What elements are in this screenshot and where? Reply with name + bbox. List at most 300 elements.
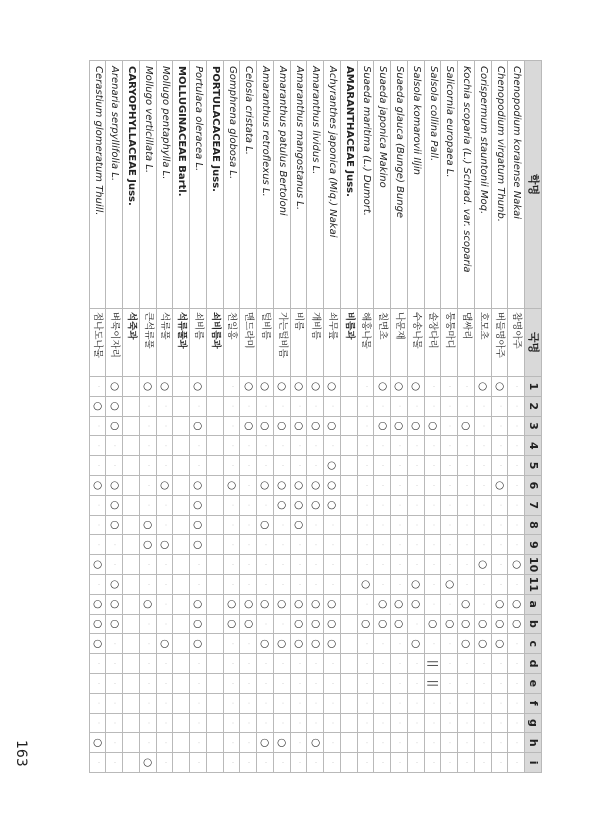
occurrence-cell: · bbox=[106, 733, 123, 753]
occurrence-cell: · bbox=[424, 753, 441, 773]
occurrence-cell: · bbox=[508, 753, 525, 773]
occurrence-mark: ○ bbox=[273, 377, 290, 397]
occurrence-cell: · bbox=[223, 714, 240, 734]
occurrence-cell: · bbox=[457, 377, 474, 397]
scientific-name: Suaeda japonica Makino bbox=[374, 61, 391, 309]
occurrence-cell: · bbox=[240, 733, 257, 753]
occurrence-cell: · bbox=[491, 397, 508, 417]
occurrence-cell: · bbox=[357, 694, 374, 714]
korean-name: 석류풀 bbox=[156, 309, 173, 377]
occurrence-mark: ○ bbox=[256, 516, 273, 536]
scientific-name: Salsola komarovii Iljin bbox=[407, 61, 424, 309]
scientific-name: Gomphrena globosa L. bbox=[223, 61, 240, 309]
occurrence-mark: ○ bbox=[89, 733, 106, 753]
occurrence-cell: · bbox=[106, 634, 123, 654]
occurrence-cell: · bbox=[323, 397, 340, 417]
occurrence-cell: · bbox=[139, 714, 156, 734]
occurrence-cell: · bbox=[424, 397, 441, 417]
occurrence-cell: · bbox=[273, 397, 290, 417]
occurrence-cell: · bbox=[474, 436, 491, 456]
occurrence-cell bbox=[340, 694, 357, 714]
occurrence-cell bbox=[122, 535, 139, 555]
occurrence-cell: · bbox=[508, 733, 525, 753]
occurrence-cell bbox=[340, 496, 357, 516]
korean-name: 천일홍 bbox=[223, 309, 240, 377]
occurrence-cell: · bbox=[189, 436, 206, 456]
occurrence-cell: · bbox=[273, 456, 290, 476]
occurrence-cell: · bbox=[357, 436, 374, 456]
korean-name: 가는털비름 bbox=[273, 309, 290, 377]
occurrence-cell: · bbox=[441, 476, 458, 496]
occurrence-mark: ○ bbox=[189, 377, 206, 397]
occurrence-cell: · bbox=[139, 634, 156, 654]
occurrence-cell: · bbox=[139, 654, 156, 674]
occurrence-mark: ○ bbox=[106, 615, 123, 635]
occurrence-mark-double: || bbox=[424, 674, 441, 694]
occurrence-cell: · bbox=[290, 674, 307, 694]
occurrence-cell bbox=[340, 634, 357, 654]
occurrence-cell: · bbox=[189, 694, 206, 714]
occurrence-mark: ○ bbox=[390, 595, 407, 615]
occurrence-mark: ○ bbox=[189, 417, 206, 437]
occurrence-mark: ○ bbox=[273, 476, 290, 496]
occurrence-cell: · bbox=[457, 694, 474, 714]
occurrence-cell: · bbox=[240, 535, 257, 555]
occurrence-mark: ○ bbox=[407, 417, 424, 437]
occurrence-cell: · bbox=[323, 535, 340, 555]
occurrence-cell: · bbox=[256, 674, 273, 694]
family-name: PORTULACACEAE Juss. bbox=[206, 61, 223, 309]
occurrence-cell: · bbox=[424, 377, 441, 397]
occurrence-cell: · bbox=[240, 753, 257, 773]
occurrence-cell: · bbox=[89, 575, 106, 595]
occurrence-cell: · bbox=[491, 694, 508, 714]
occurrence-cell: · bbox=[390, 654, 407, 674]
occurrence-cell: · bbox=[307, 456, 324, 476]
occurrence-cell bbox=[340, 575, 357, 595]
occurrence-cell: · bbox=[156, 397, 173, 417]
occurrence-cell bbox=[122, 496, 139, 516]
occurrence-cell: · bbox=[374, 674, 391, 694]
occurrence-cell bbox=[173, 753, 190, 773]
occurrence-mark: ○ bbox=[89, 476, 106, 496]
occurrence-cell bbox=[340, 516, 357, 536]
occurrence-cell bbox=[206, 436, 223, 456]
occurrence-cell: · bbox=[474, 753, 491, 773]
occurrence-mark: ○ bbox=[256, 377, 273, 397]
occurrence-cell: · bbox=[407, 694, 424, 714]
occurrence-cell: · bbox=[256, 615, 273, 635]
occurrence-cell: · bbox=[240, 456, 257, 476]
occurrence-cell bbox=[340, 753, 357, 773]
occurrence-cell: · bbox=[156, 456, 173, 476]
occurrence-cell: · bbox=[441, 714, 458, 734]
occurrence-mark: ○ bbox=[407, 595, 424, 615]
occurrence-cell bbox=[340, 654, 357, 674]
occurrence-cell: · bbox=[273, 753, 290, 773]
occurrence-cell: · bbox=[156, 753, 173, 773]
header-col-g: g bbox=[524, 714, 541, 734]
page-number: 163 bbox=[13, 740, 29, 767]
occurrence-mark: ○ bbox=[273, 417, 290, 437]
occurrence-cell: · bbox=[223, 753, 240, 773]
occurrence-cell: · bbox=[89, 377, 106, 397]
occurrence-cell: · bbox=[508, 397, 525, 417]
occurrence-cell: · bbox=[89, 496, 106, 516]
korean-name: 비름 bbox=[290, 309, 307, 377]
occurrence-mark: ○ bbox=[307, 733, 324, 753]
occurrence-cell: · bbox=[156, 733, 173, 753]
occurrence-cell: · bbox=[474, 714, 491, 734]
occurrence-mark: ○ bbox=[323, 615, 340, 635]
korean-name: 맨드라미 bbox=[240, 309, 257, 377]
occurrence-cell: · bbox=[323, 555, 340, 575]
scientific-name: Cerastium glomeratum Thuill. bbox=[89, 61, 106, 309]
occurrence-cell: · bbox=[508, 417, 525, 437]
occurrence-cell: · bbox=[139, 456, 156, 476]
header-col-f: f bbox=[524, 694, 541, 714]
occurrence-mark: ○ bbox=[424, 417, 441, 437]
occurrence-cell: · bbox=[223, 496, 240, 516]
occurrence-cell: · bbox=[457, 733, 474, 753]
occurrence-mark: ○ bbox=[474, 615, 491, 635]
korean-name: 참명아주 bbox=[508, 309, 525, 377]
species-table bbox=[89, 60, 542, 773]
occurrence-cell: · bbox=[273, 615, 290, 635]
occurrence-mark: ○ bbox=[290, 634, 307, 654]
occurrence-cell: · bbox=[240, 436, 257, 456]
occurrence-cell: · bbox=[374, 555, 391, 575]
occurrence-cell: · bbox=[89, 753, 106, 773]
occurrence-mark: ○ bbox=[390, 417, 407, 437]
occurrence-cell: · bbox=[273, 714, 290, 734]
occurrence-cell: · bbox=[508, 377, 525, 397]
occurrence-cell bbox=[173, 516, 190, 536]
occurrence-cell: · bbox=[106, 456, 123, 476]
occurrence-cell: · bbox=[474, 476, 491, 496]
scientific-name: Salsola collina Pall. bbox=[424, 61, 441, 309]
korean-name: 나문재 bbox=[390, 309, 407, 377]
occurrence-cell: · bbox=[323, 436, 340, 456]
occurrence-mark: ○ bbox=[156, 476, 173, 496]
header-col-b: b bbox=[524, 615, 541, 635]
occurrence-mark: ○ bbox=[491, 595, 508, 615]
header-korean-name: 국명 bbox=[524, 309, 541, 377]
header-col-10: 10 bbox=[524, 555, 541, 575]
occurrence-cell: · bbox=[390, 753, 407, 773]
occurrence-cell: · bbox=[256, 753, 273, 773]
occurrence-cell: · bbox=[441, 753, 458, 773]
occurrence-mark: ○ bbox=[407, 634, 424, 654]
occurrence-mark: ○ bbox=[240, 377, 257, 397]
occurrence-cell: · bbox=[424, 496, 441, 516]
occurrence-mark: ○ bbox=[189, 476, 206, 496]
occurrence-mark: ○ bbox=[323, 496, 340, 516]
occurrence-cell: · bbox=[374, 575, 391, 595]
occurrence-cell bbox=[206, 654, 223, 674]
occurrence-cell: · bbox=[474, 595, 491, 615]
occurrence-cell: · bbox=[189, 714, 206, 734]
occurrence-cell: · bbox=[240, 714, 257, 734]
occurrence-mark: ○ bbox=[323, 456, 340, 476]
occurrence-cell: · bbox=[357, 714, 374, 734]
occurrence-cell: · bbox=[106, 555, 123, 575]
scientific-name: Chenopodium virgatum Thunb. bbox=[491, 61, 508, 309]
korean-name: 솔장다리 bbox=[424, 309, 441, 377]
occurrence-cell: · bbox=[223, 436, 240, 456]
korean-name: 칠면초 bbox=[374, 309, 391, 377]
occurrence-mark: ○ bbox=[106, 575, 123, 595]
occurrence-cell: · bbox=[106, 753, 123, 773]
occurrence-mark: ○ bbox=[189, 496, 206, 516]
occurrence-cell: · bbox=[139, 397, 156, 417]
occurrence-cell: · bbox=[357, 753, 374, 773]
occurrence-cell bbox=[122, 674, 139, 694]
occurrence-cell: · bbox=[457, 456, 474, 476]
occurrence-cell bbox=[340, 397, 357, 417]
occurrence-mark: ○ bbox=[491, 377, 508, 397]
occurrence-cell: · bbox=[223, 516, 240, 536]
occurrence-mark: ○ bbox=[390, 615, 407, 635]
occurrence-cell: · bbox=[139, 733, 156, 753]
occurrence-cell: · bbox=[139, 496, 156, 516]
occurrence-mark: ○ bbox=[156, 535, 173, 555]
occurrence-mark: ○ bbox=[290, 595, 307, 615]
occurrence-cell: · bbox=[457, 714, 474, 734]
header-col-8: 8 bbox=[524, 516, 541, 536]
occurrence-cell: · bbox=[441, 555, 458, 575]
occurrence-cell: · bbox=[139, 575, 156, 595]
occurrence-cell: · bbox=[374, 733, 391, 753]
occurrence-mark: ○ bbox=[474, 377, 491, 397]
occurrence-cell: · bbox=[508, 535, 525, 555]
occurrence-cell: · bbox=[491, 753, 508, 773]
occurrence-cell: · bbox=[508, 714, 525, 734]
occurrence-cell: · bbox=[357, 654, 374, 674]
header-col-6: 6 bbox=[524, 476, 541, 496]
occurrence-cell: · bbox=[223, 575, 240, 595]
occurrence-cell: · bbox=[457, 674, 474, 694]
occurrence-cell: · bbox=[89, 714, 106, 734]
occurrence-cell: · bbox=[189, 456, 206, 476]
occurrence-cell: · bbox=[323, 753, 340, 773]
occurrence-mark: ○ bbox=[491, 634, 508, 654]
occurrence-mark: ○ bbox=[307, 417, 324, 437]
occurrence-cell: · bbox=[223, 634, 240, 654]
occurrence-cell bbox=[122, 476, 139, 496]
occurrence-cell: · bbox=[139, 674, 156, 694]
occurrence-mark: ○ bbox=[390, 377, 407, 397]
occurrence-cell: · bbox=[457, 535, 474, 555]
occurrence-mark: ○ bbox=[457, 615, 474, 635]
occurrence-cell: · bbox=[240, 634, 257, 654]
occurrence-cell: · bbox=[357, 674, 374, 694]
occurrence-cell bbox=[340, 615, 357, 635]
occurrence-cell: · bbox=[156, 595, 173, 615]
occurrence-cell: · bbox=[508, 436, 525, 456]
occurrence-cell: · bbox=[407, 535, 424, 555]
occurrence-cell: · bbox=[240, 555, 257, 575]
occurrence-cell bbox=[206, 615, 223, 635]
occurrence-cell: · bbox=[441, 674, 458, 694]
occurrence-cell: · bbox=[357, 555, 374, 575]
occurrence-mark: ○ bbox=[307, 615, 324, 635]
scientific-name: Kochia scoparia (L.) Schrad. var. scoparia bbox=[457, 61, 474, 309]
occurrence-cell: · bbox=[424, 733, 441, 753]
occurrence-cell bbox=[122, 634, 139, 654]
occurrence-cell: · bbox=[307, 535, 324, 555]
occurrence-cell: · bbox=[491, 654, 508, 674]
occurrence-cell: · bbox=[223, 694, 240, 714]
header-col-c: c bbox=[524, 634, 541, 654]
occurrence-mark: ○ bbox=[106, 417, 123, 437]
occurrence-cell bbox=[173, 733, 190, 753]
occurrence-cell: · bbox=[441, 516, 458, 536]
occurrence-cell: · bbox=[156, 417, 173, 437]
occurrence-cell bbox=[206, 516, 223, 536]
occurrence-cell: · bbox=[457, 476, 474, 496]
occurrence-cell: · bbox=[240, 516, 257, 536]
occurrence-cell: · bbox=[390, 634, 407, 654]
occurrence-cell: · bbox=[374, 496, 391, 516]
header-col-a: a bbox=[524, 595, 541, 615]
occurrence-mark: ○ bbox=[407, 575, 424, 595]
korean-name: 댑싸리 bbox=[457, 309, 474, 377]
header-col-e: e bbox=[524, 674, 541, 694]
occurrence-cell bbox=[173, 397, 190, 417]
occurrence-mark: ○ bbox=[307, 476, 324, 496]
occurrence-mark: ○ bbox=[290, 377, 307, 397]
occurrence-cell: · bbox=[156, 674, 173, 694]
occurrence-cell: · bbox=[390, 555, 407, 575]
occurrence-cell: · bbox=[256, 654, 273, 674]
occurrence-cell: · bbox=[474, 575, 491, 595]
occurrence-cell bbox=[173, 377, 190, 397]
korean-name: 석류풀과 bbox=[173, 309, 190, 377]
occurrence-cell: · bbox=[273, 694, 290, 714]
occurrence-cell: · bbox=[424, 634, 441, 654]
occurrence-cell: · bbox=[240, 496, 257, 516]
occurrence-mark: ○ bbox=[106, 496, 123, 516]
occurrence-cell: · bbox=[307, 694, 324, 714]
occurrence-cell bbox=[206, 397, 223, 417]
occurrence-cell: · bbox=[508, 654, 525, 674]
occurrence-cell: · bbox=[424, 516, 441, 536]
occurrence-cell bbox=[173, 674, 190, 694]
occurrence-cell bbox=[173, 634, 190, 654]
occurrence-cell: · bbox=[491, 535, 508, 555]
occurrence-cell: · bbox=[374, 436, 391, 456]
occurrence-cell: · bbox=[441, 654, 458, 674]
occurrence-cell: · bbox=[474, 496, 491, 516]
korean-name: 퉁퉁마디 bbox=[441, 309, 458, 377]
occurrence-cell: · bbox=[139, 436, 156, 456]
occurrence-cell: · bbox=[240, 397, 257, 417]
occurrence-cell: · bbox=[491, 456, 508, 476]
occurrence-cell: · bbox=[390, 535, 407, 555]
occurrence-cell: · bbox=[474, 654, 491, 674]
occurrence-cell: · bbox=[441, 417, 458, 437]
occurrence-cell: · bbox=[273, 535, 290, 555]
occurrence-cell bbox=[206, 456, 223, 476]
occurrence-cell: · bbox=[491, 714, 508, 734]
occurrence-cell: · bbox=[491, 575, 508, 595]
header-col-9: 9 bbox=[524, 535, 541, 555]
occurrence-cell: · bbox=[407, 456, 424, 476]
occurrence-mark: ○ bbox=[256, 417, 273, 437]
occurrence-mark: ○ bbox=[441, 615, 458, 635]
occurrence-mark: ○ bbox=[189, 516, 206, 536]
occurrence-mark: ○ bbox=[290, 476, 307, 496]
occurrence-cell: · bbox=[457, 654, 474, 674]
occurrence-mark: ○ bbox=[189, 595, 206, 615]
occurrence-cell: · bbox=[441, 456, 458, 476]
korean-name: 수송나물 bbox=[407, 309, 424, 377]
occurrence-cell: · bbox=[240, 575, 257, 595]
occurrence-mark: ○ bbox=[273, 634, 290, 654]
occurrence-cell: · bbox=[457, 575, 474, 595]
occurrence-mark: ○ bbox=[139, 377, 156, 397]
occurrence-cell bbox=[206, 476, 223, 496]
header-col-3: 3 bbox=[524, 417, 541, 437]
occurrence-cell: · bbox=[457, 753, 474, 773]
occurrence-cell: · bbox=[139, 555, 156, 575]
occurrence-cell: · bbox=[491, 674, 508, 694]
occurrence-cell: · bbox=[474, 535, 491, 555]
occurrence-cell: · bbox=[441, 397, 458, 417]
occurrence-cell: · bbox=[323, 694, 340, 714]
header-col-h: h bbox=[524, 733, 541, 753]
occurrence-mark: ○ bbox=[457, 595, 474, 615]
occurrence-cell: · bbox=[156, 555, 173, 575]
occurrence-cell: · bbox=[307, 714, 324, 734]
occurrence-mark: ○ bbox=[407, 377, 424, 397]
occurrence-cell: · bbox=[407, 397, 424, 417]
occurrence-cell bbox=[122, 516, 139, 536]
occurrence-cell: · bbox=[424, 436, 441, 456]
occurrence-mark: ○ bbox=[139, 535, 156, 555]
occurrence-cell: · bbox=[457, 555, 474, 575]
occurrence-cell: · bbox=[240, 654, 257, 674]
occurrence-cell: · bbox=[89, 436, 106, 456]
occurrence-cell: · bbox=[106, 694, 123, 714]
occurrence-cell: · bbox=[390, 436, 407, 456]
occurrence-cell bbox=[206, 496, 223, 516]
occurrence-mark: ○ bbox=[457, 634, 474, 654]
occurrence-mark: ○ bbox=[323, 595, 340, 615]
occurrence-cell: · bbox=[390, 397, 407, 417]
header-col-1: 1 bbox=[524, 377, 541, 397]
occurrence-cell: · bbox=[508, 634, 525, 654]
header-col-11: 11 bbox=[524, 575, 541, 595]
occurrence-cell bbox=[206, 535, 223, 555]
scientific-name: Suaeda glauca (Bunge) Bunge bbox=[390, 61, 407, 309]
occurrence-cell: · bbox=[407, 753, 424, 773]
korean-name: 털비름 bbox=[256, 309, 273, 377]
occurrence-cell: · bbox=[240, 476, 257, 496]
occurrence-cell: · bbox=[491, 496, 508, 516]
occurrence-mark: ○ bbox=[508, 595, 525, 615]
scientific-name: Mollugo pentaphylla L. bbox=[156, 61, 173, 309]
occurrence-cell: · bbox=[508, 694, 525, 714]
occurrence-cell: · bbox=[357, 456, 374, 476]
scientific-name: Mollugo verticillata L. bbox=[139, 61, 156, 309]
occurrence-cell: · bbox=[156, 615, 173, 635]
occurrence-cell: · bbox=[357, 535, 374, 555]
occurrence-cell: · bbox=[390, 476, 407, 496]
occurrence-mark: ○ bbox=[189, 615, 206, 635]
occurrence-cell: · bbox=[139, 417, 156, 437]
